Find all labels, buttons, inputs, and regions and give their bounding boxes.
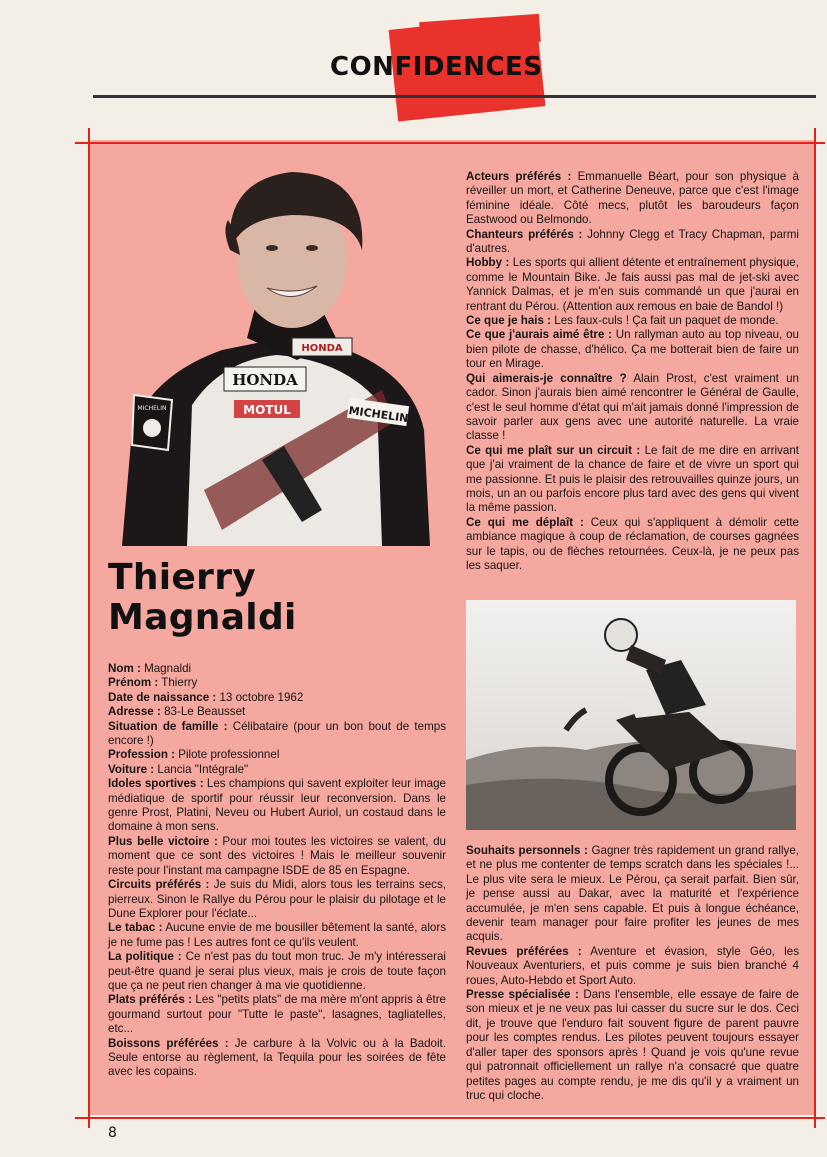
qa-entry <box>108 921 446 950</box>
qa-text: 13 octobre 1962 <box>216 690 304 704</box>
qa-label: Adresse : <box>108 705 161 719</box>
qa-text: Lancia "Intégrale" <box>154 762 249 776</box>
qa-label: Ce qui me plaît sur un circuit : <box>466 443 641 457</box>
qa-label: Voiture : <box>108 762 155 776</box>
qa-text: Les sports qui allient détente et entraînement physique, comme le Mountain Bike. Je fais aussi pas mal de jet-ski avec Yannick Dalmas, et je m'en suis commandé un que j'aurai en rentrant du Pérou. (Attention aux remous en baie de Bandol !) <box>466 256 799 313</box>
qa-text: Ceux qui s'appliquent à démolir cette ambiance magique à coup de réclamation, de courses gagnées sur le tapis, ou de flèches retournées. Ceux-là, je ne peux pas les saquer. <box>466 515 800 572</box>
panel-border-left <box>88 128 90 1128</box>
qa-text: Johnny Clegg et Tracy Chapman, parmi d'autres. <box>466 227 799 256</box>
qa-label: Ce que je hais : <box>466 314 552 328</box>
qa-entry <box>108 835 446 878</box>
first-name: Thierry <box>108 557 257 598</box>
qa-label: Nom : <box>108 662 141 675</box>
qa-label: Revues préférées : <box>466 944 582 958</box>
qa-entry <box>108 763 446 777</box>
qa-label: La politique : <box>108 950 182 964</box>
qa-entry <box>108 676 446 690</box>
honda-patch-text: HONDA <box>232 371 298 389</box>
qa-label: Ce que j'aurais aimé être : <box>466 328 613 342</box>
qa-label: Hobby : <box>466 256 510 270</box>
qa-label: Profession : <box>108 748 175 762</box>
qa-text: Le fait de me dire en arrivant que j'ai vraiment de la chance de faire et de vivre un sport qui me passionne. Et puis le plaisir des retrouvailles quinze jours, un mois, un an ou parfois encore plus tard avec des gens qui vivent la même passion. <box>466 443 799 515</box>
qa-label: Prénom : <box>108 676 159 690</box>
header-rule <box>93 95 816 98</box>
qa-label: Date de naissance : <box>108 690 217 704</box>
qa-text: Gagner très rapidement un grand rallye, et ne plus me contenter de temps scratch dans les spéciales !... Le plus vite sera le mieux. Le Pérou, ça serait parfait. Bien sûr, je pense aussi au Dakar, avec la maturité et l'expérience accumulée, je m'en sens capable. Et puis à longue échéance, devenir team manager pour faire profiter les jeunes de mes acquis. <box>466 844 799 944</box>
qa-text: Dans l'ensemble, elle essaye de faire de son mieux et je ne veux pas lui casser du sucre sur le dos. Ceci dit, je trouve que l'enduro fait souvent figure de parent pauvre pour les comptes rendus. Les pilotes peuvent toujours essayer d'aller taper des sponsors après ! Quand je vois qu'une revue qui patronnait officiellement un rallye n'a consacré que quatre petites pages au compte rendu, je me dis qu'il y a vraiment un truc qui cloche. <box>466 988 799 1102</box>
qa-entry <box>108 878 446 921</box>
portrait-photo <box>112 160 434 546</box>
qa-text: Ce n'est pas du tout mon truc. Je m'y intéresserai peut-être quand je serai plus vieux, mais je crois de toute façon que ça ne peut rien changer à ma vie quotidienne. <box>108 950 446 992</box>
qa-text: Alain Prost, c'est vraiment un cador. Sinon j'aurais bien aimé rencontrer le Général de Gaulle, c'est le seul homme d'état qui m'ait jamais donné l'impression de savoir parler aux gens avec une autorité naturelle. La vraie classe ! <box>466 371 799 443</box>
qa-text: Aventure et évasion, style Géo, les Nouveaux Aventuriers, et puis comme je suis bien branché 4 roues, Auto-Hebdo et Sport Auto. <box>466 944 799 987</box>
qa-label: Qui aimerais-je connaître ? <box>466 371 627 385</box>
right-text-column-bottom <box>466 844 799 1103</box>
right-text-column-top <box>466 170 799 573</box>
page-number: 8 <box>108 1125 117 1141</box>
qa-label: Plats préférés : <box>108 993 193 1007</box>
qa-text: Célibataire (pour un bon bout de temps encore !) <box>108 719 446 748</box>
qa-text: Aucune envie de me bousiller bêtement la santé, alors je ne fume pas ! Les autres font ce qu'ils veulent. <box>108 921 446 949</box>
qa-text: Emmanuelle Béart, pour son physique à réveiller un mort, et Catherine Deneuve, parce que c'est l'image féminine idéale. Côté mecs, plutôt les baroudeurs façon Eastwood ou Belmondo. <box>466 170 799 227</box>
qa-label: Acteurs préférés : <box>466 170 572 183</box>
qa-entry <box>466 988 799 1103</box>
panel-border-right <box>814 128 816 1128</box>
qa-entry <box>108 720 446 749</box>
qa-entry <box>466 170 799 228</box>
enduro-bike-photo <box>466 600 796 830</box>
panel-border-bottom <box>75 1117 825 1119</box>
michelin-chest-text: MICHELIN <box>347 403 410 426</box>
qa-entry <box>466 444 799 516</box>
qa-entry <box>466 945 799 988</box>
qa-entry <box>108 705 446 719</box>
qa-label: Boissons préférées : <box>108 1036 229 1050</box>
qa-entry <box>108 748 446 762</box>
person-name <box>108 558 297 638</box>
qa-text: 83-Le Beausset <box>160 705 246 719</box>
qa-entry <box>108 1037 446 1080</box>
qa-entry <box>466 328 799 371</box>
section-title: CONFIDENCES <box>330 52 543 82</box>
qa-entry <box>466 844 799 945</box>
qa-label: Situation de famille : <box>108 719 228 733</box>
qa-label: Le tabac : <box>108 921 163 935</box>
qa-label: Presse spécialisée : <box>466 988 579 1002</box>
qa-text: Thierry <box>158 676 198 690</box>
qa-entry <box>108 691 446 705</box>
qa-text: Un rallyman auto au top niveau, ou bien pilote de chasse, d'hélico. Ça me botterait bien de faire un tour en Mirage. <box>466 328 799 371</box>
qa-text: Les "petits plats" de ma mère m'ont appris à être gourmand surtout pour "Tutte le paste", lasagnes, tagliatelles, etc... <box>108 993 446 1036</box>
panel-border-top <box>75 142 825 144</box>
qa-text: Pour moi toutes les victoires se valent, du moment que ce sont des victoires ! Mais le meilleur souvenir reste pour l'instant ma campagne ISDE de 85 en Espagne. <box>108 834 446 877</box>
qa-entry <box>466 372 799 444</box>
qa-text: Je suis du Midi, alors tous les terrains secs, pierreux. Sinon le Rallye du Pérou pour le plaisir du pilotage et le Dune Explorer pour l'éclate... <box>108 878 446 920</box>
qa-entry <box>108 993 446 1036</box>
qa-entry <box>108 662 446 676</box>
qa-text: Pilote professionnel <box>175 748 280 762</box>
qa-label: Plus belle victoire : <box>108 834 218 848</box>
left-text-column <box>108 662 446 1080</box>
qa-entry <box>108 950 446 993</box>
qa-entry <box>466 256 799 314</box>
qa-entry <box>466 516 799 574</box>
qa-label: Idoles sportives : <box>108 777 204 791</box>
michelin-sleeve-text: MICHELIN <box>137 405 167 412</box>
qa-entry <box>108 777 446 835</box>
qa-label: Souhaits personnels : <box>466 844 588 857</box>
qa-label: Chanteurs préférés : <box>466 227 583 241</box>
qa-text: Les champions qui savent exploiter leur image médiatique de sportif pour réussir leur reconversion. Dans le genre Prost, Platini, Neveu ou Hubert Auriol, un costaud dans le domaine à mon sens. <box>108 777 447 834</box>
collar-honda-text: HONDA <box>301 343 343 354</box>
qa-entry <box>466 228 799 257</box>
last-name: Magnaldi <box>108 597 297 638</box>
qa-entry <box>466 314 799 328</box>
qa-text: Magnaldi <box>140 662 192 675</box>
qa-label: Ce qui me déplaît : <box>466 515 584 529</box>
motul-patch-text: MOTUL <box>243 403 291 417</box>
qa-label: Circuits préférés : <box>108 878 210 892</box>
qa-text: Les faux-culs ! Ça fait un paquet de monde. <box>551 314 779 328</box>
qa-text: Je carbure à la Volvic ou à la Badoit. Seule entorse au règlement, la Tequila pour les soirées de fête avec les copains. <box>108 1036 446 1079</box>
